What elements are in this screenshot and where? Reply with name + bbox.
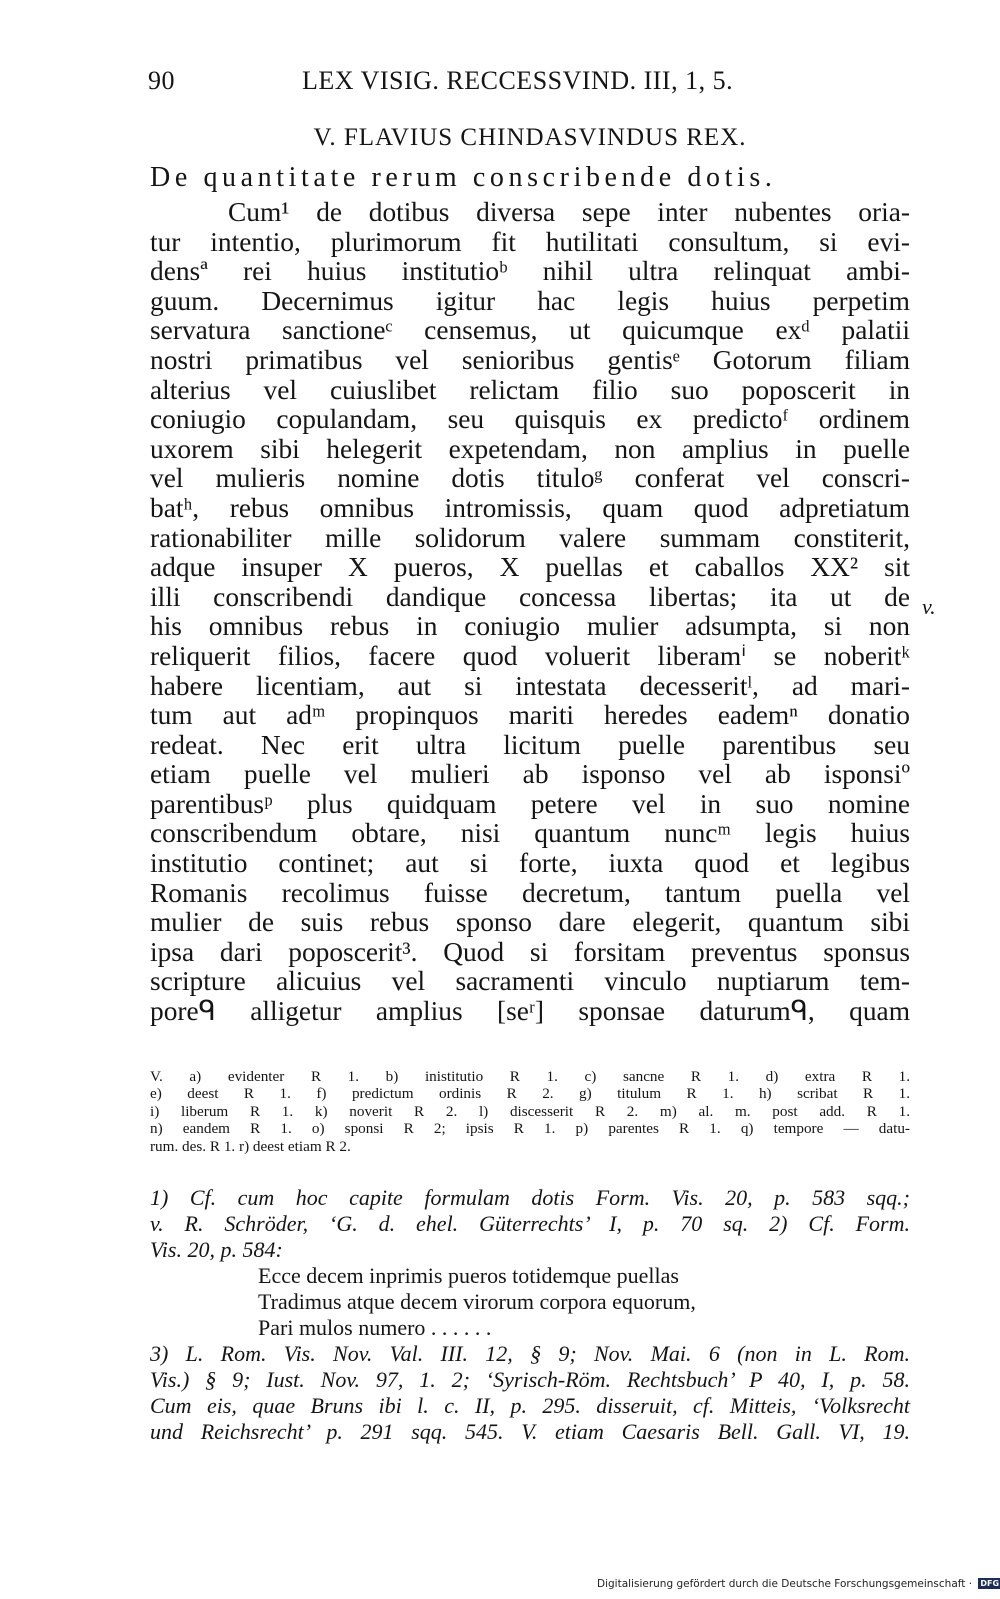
body-line: habere licentiam, aut si intestata decesseritˡ, ad mari- [150, 670, 910, 701]
body-line: his omnibus rebus in coniugio mulier adsumpta, si non [150, 611, 910, 642]
body-line: batʰ, rebus omnibus intromissis, quam quod adpretiatum [150, 492, 910, 523]
body-line: Romanis recolimus fuisse decretum, tantum puella vel [150, 877, 910, 908]
body-line: illi conscribendi dandique concessa libertas; ita ut de [150, 581, 910, 612]
digitization-credit [597, 1578, 1000, 1590]
body-line: coniugio copulandam, seu quisquis ex predictoᶠ ordinem [150, 404, 910, 435]
law-subtitle: De quantitate rerum conscribende dotis. [150, 162, 777, 193]
page-number: 90 [148, 66, 175, 95]
body-line: servatura sanctioneᶜ censemus, ut quicumque exᵈ palatii [150, 315, 910, 346]
margin-note: v. [922, 594, 936, 619]
body-line: scripture alicuius vel sacramenti vinculo nuptiarum tem- [150, 966, 910, 997]
apparatus-line: rum. des. R 1. r) deest etiam R 2. [150, 1137, 351, 1155]
body-line: conscribendum obtare, nisi quantum nuncᵐ legis huius [150, 818, 910, 849]
body-line: reliquerit filios, facere quod voluerit liberamⁱ se noberitᵏ [150, 640, 910, 671]
footnotes [150, 1185, 910, 1445]
footnote-line: Cum eis, quae Bruns ibi l. c. II, p. 295. disseruit, cf. Mitteis, ‘Volksrecht [150, 1393, 910, 1418]
footnote-line: 3) L. Rom. Vis. Nov. Val. III. 12, § 9; Nov. Mai. 6 (non in L. Rom. [150, 1341, 910, 1366]
body-line: nostri primatibus vel senioribus gentisᵉ Gotorum filiam [150, 344, 910, 375]
law-title: V. FLAVIUS CHINDASVINDUS REX. [313, 124, 747, 151]
dfg-logo: DFG [980, 1579, 1000, 1588]
body-line: redeat. Nec erit ultra licitum puelle parentibus seu [150, 729, 910, 760]
digitization-credit-text: Digitalisierung gefördert durch die Deutsche Forschungsgemeinschaft · [597, 1578, 973, 1590]
body-line: alterius vel cuiuslibet relictam filio suo poposcerit in [150, 374, 910, 405]
footnote-line: Vis.) § 9; Iust. Nov. 97, 1. 2; ‘Syrisch-Röm. Rechtsbuch’ P 40, I, p. 58. [150, 1367, 910, 1392]
body-line: adque insuper X pueros, X puellas et caballos XX² sit [150, 552, 910, 583]
body-line: uxorem sibi helegerit expetendam, non amplius in puelle [150, 433, 910, 464]
apparatus-line: e) deest R 1. f) predictum ordinis R 2. g) titulum R 1. h) scribat R 1. [150, 1085, 910, 1103]
footnote-line: 1) Cf. cum hoc capite formulam dotis Form. Vis. 20, p. 583 sqq.; [150, 1185, 910, 1210]
body-line: parentibusᵖ plus quidquam petere vel in suo nomine [150, 788, 910, 819]
body-line: mulier de suis rebus sponso dare elegerit, quantum sibi [150, 907, 910, 938]
law-body-text [150, 198, 910, 1027]
verse-line: Tradimus atque decem virorum corpora equorum, [258, 1289, 696, 1314]
body-line: densª rei huius institutioᵇ nihil ultra relinquat ambi- [150, 256, 910, 287]
critical-apparatus [150, 1068, 910, 1155]
apparatus-line: V. a) evidenter R 1. b) inistitutio R 1. c) sancne R 1. d) extra R 1. [150, 1068, 910, 1085]
body-line: vel mulieris nomine dotis tituloᵍ conferat vel conscri- [150, 463, 910, 494]
body-line: rationabiliter mille solidorum valere summam constiterit, [150, 522, 910, 553]
verse-line: Pari mulos numero . . . . . . [258, 1315, 492, 1340]
body-line: ipsa dari poposcerit³. Quod si forsitam preventus sponsus [150, 936, 910, 967]
footnote-line: Vis. 20, p. 584: [150, 1237, 283, 1262]
running-title: LEX VISIG. RECCESSVIND. III, 1, 5. [302, 66, 734, 95]
body-line: tum aut adᵐ propinquos mariti heredes eademⁿ donatio [150, 700, 910, 731]
body-line: Cum¹ de dotibus diversa sepe inter nubentes oria- [228, 197, 910, 227]
footnote-line: und Reichsrecht’ p. 291 sqq. 545. V. etiam Caesaris Bell. Gall. VI, 19. [150, 1419, 910, 1444]
footnote-line: v. R. Schröder, ‘G. d. ehel. Güterrechts’ I, p. 70 sq. 2) Cf. Form. [150, 1211, 910, 1236]
running-header [148, 66, 908, 98]
body-line: poreᑫ alligetur amplius [seʳ] sponsae daturumᑫ, quam [150, 996, 910, 1027]
body-line: guum. Decernimus igitur hac legis huius perpetim [150, 285, 910, 316]
verse-line: Ecce decem inprimis pueros totidemque puellas [258, 1263, 679, 1288]
apparatus-line: i) liberum R 1. k) noverit R 2. l) discesserit R 2. m) al. m. post add. R 1. [150, 1102, 910, 1120]
body-line: institutio continet; aut si forte, iuxta quod et legibus [150, 848, 910, 879]
body-line: tur intentio, plurimorum fit hutilitati consultum, si evi- [150, 226, 910, 257]
body-line: etiam puelle vel mulieri ab isponso vel ab isponsiº [150, 759, 910, 790]
apparatus-line: n) eandem R 1. o) sponsi R 2; ipsis R 1. p) parentes R 1. q) tempore — datu- [150, 1120, 910, 1138]
